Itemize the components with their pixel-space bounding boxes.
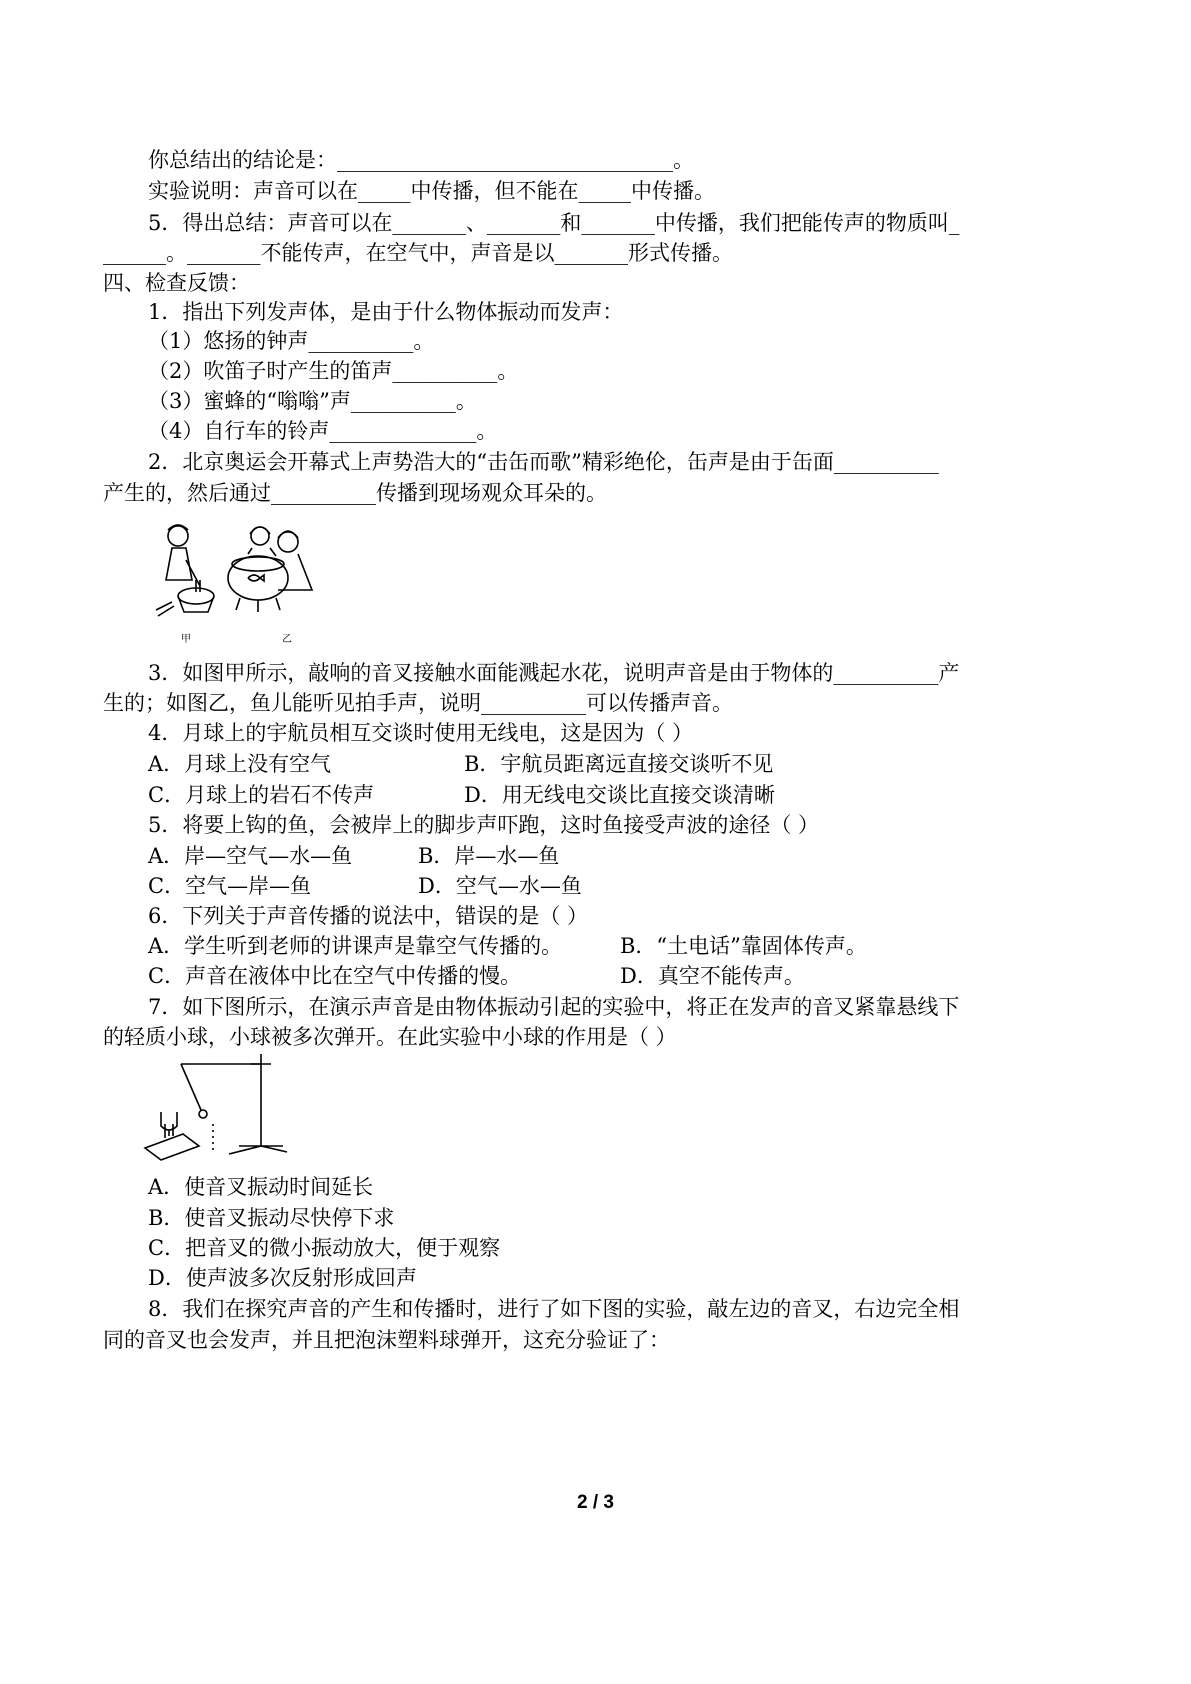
question-5-option-a: A．岸—空气—水—鱼: [148, 844, 353, 868]
question-4-option-b: B．宇航员距离远直接交谈听不见: [464, 752, 774, 776]
figure-caption-jia: 甲: [181, 634, 191, 645]
line-summary-5-cont: ______。_______不能传声，在空气中，声音是以_______形式传播。: [103, 241, 733, 265]
question-6-option-d: D．真空不能传声。: [620, 964, 805, 988]
figure-yi-people-clapping-by-fish-bowl: [228, 527, 312, 612]
figure-tuning-fork-and-fish: [148, 520, 338, 630]
question-5-option-c: C．空气—岸—鱼: [148, 874, 312, 898]
question-2: 2．北京奥运会开幕式上声势浩大的“击缶而歌”精彩绝伦，缶声是由于缶面__________: [148, 450, 939, 474]
question-8-cont: 同的音叉也会发声，并且把泡沫塑料球弹开，这充分验证了：: [103, 1328, 670, 1352]
section-heading-feedback: 四、检查反馈：: [103, 271, 250, 295]
figure-tuning-fork-pendulum: [143, 1052, 293, 1162]
page-number: 2 / 3: [577, 1492, 614, 1513]
question-1-item-2: （2）吹笛子时产生的笛声__________。: [148, 359, 519, 383]
question-3: 3．如图甲所示，敲响的音叉接触水面能溅起水花，说明声音是由于物体的__________产: [148, 661, 960, 685]
question-5-option-b: B．岸—水—鱼: [418, 844, 560, 868]
question-6-option-b: B．“土电话”靠固体传声。: [620, 934, 867, 958]
question-1: 1．指出下列发声体，是由于什么物体振动而发声：: [148, 300, 624, 324]
question-7-option-b: B．使音叉振动尽快停下求: [148, 1206, 395, 1230]
question-5: 5．将要上钩的鱼，会被岸上的脚步声吓跑，这时鱼接受声波的途径（ ）: [148, 813, 820, 837]
figure-caption-yi: 乙: [282, 634, 292, 645]
line-summary-5: 5．得出总结：声音可以在_______、_______和_______中传播，我们把能传声的物质叫_: [148, 211, 960, 235]
question-7-cont: 的轻质小球，小球被多次弹开。在此实验中小球的作用是（ ）: [103, 1025, 677, 1049]
question-4: 4．月球上的宇航员相互交谈时使用无线电，这是因为（ ）: [148, 721, 694, 745]
question-6-option-a: A．学生听到老师的讲课声是靠空气传播的。: [148, 934, 563, 958]
question-3-cont: 生的；如图乙，鱼儿能听见拍手声，说明__________可以传播声音。: [103, 691, 733, 715]
question-4-option-a: A．月球上没有空气: [148, 752, 332, 776]
question-5-option-d: D．空气—水—鱼: [418, 874, 582, 898]
question-7-option-a: A．使音叉振动时间延长: [148, 1175, 374, 1199]
question-2-cont: 产生的，然后通过__________传播到现场观众耳朵的。: [103, 481, 607, 505]
question-4-option-c: C．月球上的岩石不传声: [148, 783, 375, 807]
figure-jia-person-with-tuning-fork: [156, 525, 214, 616]
question-4-option-d: D．用无线电交谈比直接交谈清晰: [464, 783, 775, 807]
question-1-item-3: （3）蜜蜂的“嗡嗡”声__________。: [148, 389, 477, 413]
question-7-option-d: D．使声波多次反射形成回声: [148, 1266, 417, 1290]
question-1-item-4: （4）自行车的铃声______________。: [148, 419, 498, 443]
line-conclusion: 你总结出的结论是：________________________________。: [148, 148, 694, 172]
question-6-option-c: C．声音在液体中比在空气中传播的慢。: [148, 964, 522, 988]
question-6: 6．下列关于声音传播的说法中，错误的是（ ）: [148, 904, 589, 928]
question-7: 7．如下图所示，在演示声音是由物体振动引起的实验中，将正在发声的音叉紧靠悬线下: [148, 995, 960, 1019]
question-8: 8．我们在探究声音的产生和传播时，进行了如下图的实验，敲左边的音叉，右边完全相: [148, 1297, 960, 1321]
line-experiment-note: 实验说明：声音可以在_____中传播，但不能在_____中传播。: [148, 179, 715, 203]
question-7-option-c: C．把音叉的微小振动放大，便于观察: [148, 1236, 501, 1260]
question-1-item-1: （1）悠扬的钟声__________。: [148, 329, 435, 353]
